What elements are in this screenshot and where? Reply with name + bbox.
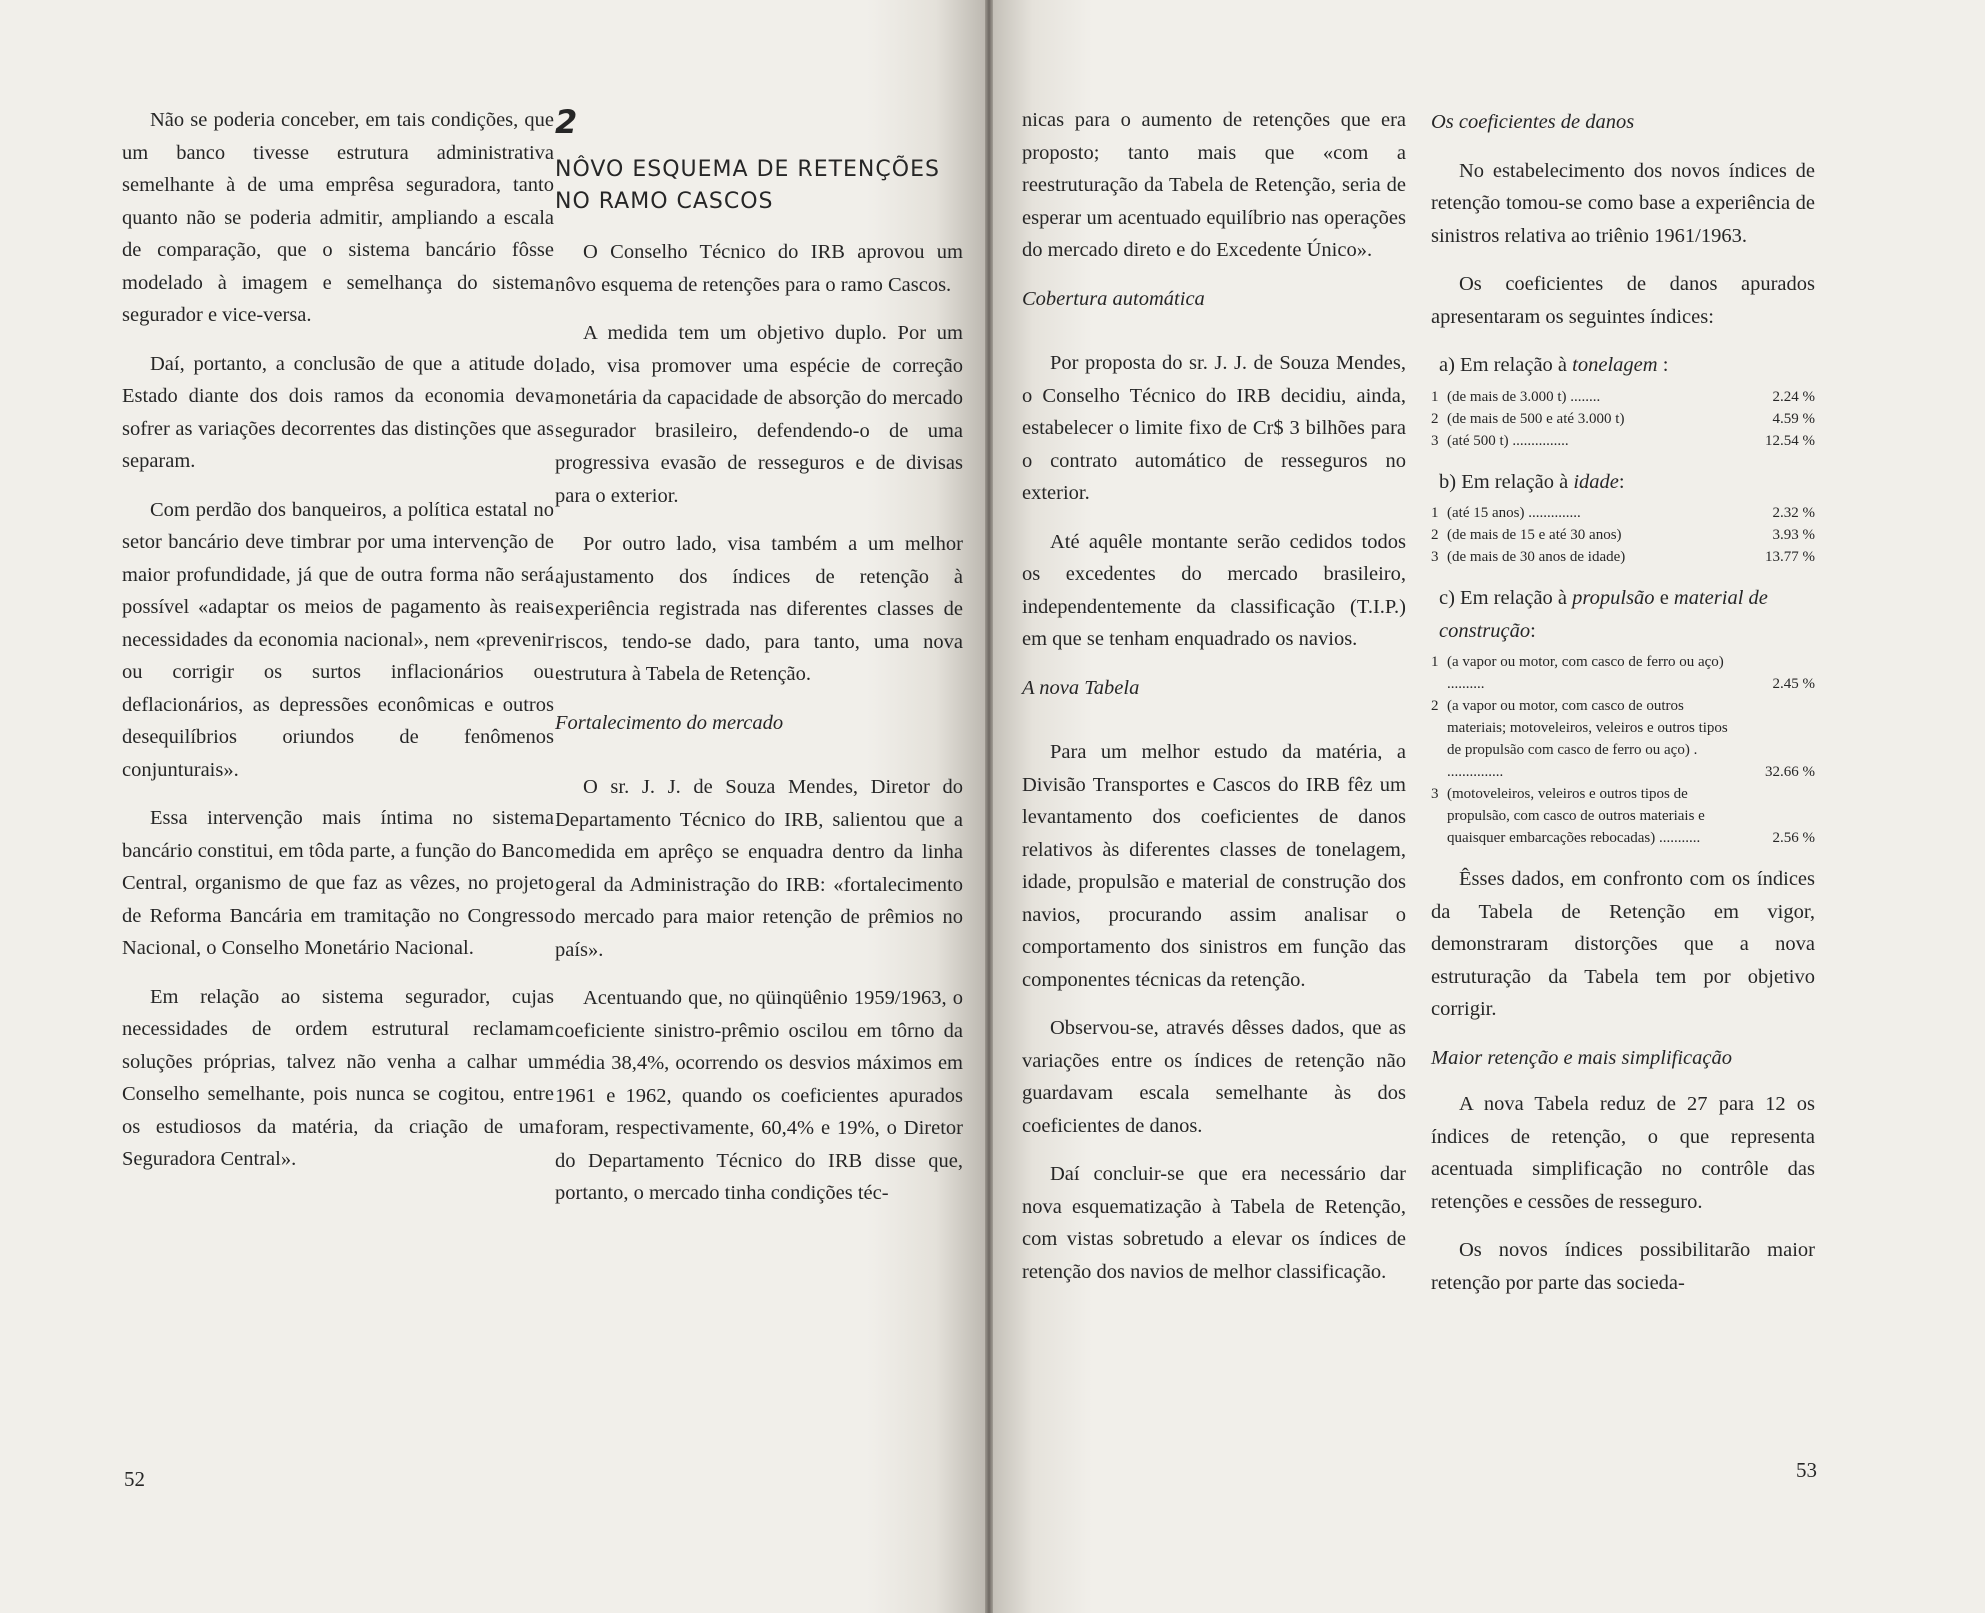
paragraph: Os novos índices possibilitarão maior retenção por parte das socieda- [1431,1239,1815,1294]
left-column [122,104,554,1192]
subheading: Maior retenção e mais simplificação [1431,1046,1732,1069]
coefficient-table [1431,386,1815,452]
paragraph: Em relação ao sistema segurador, cujas necessidades de ordem estrutural reclamam soluções próprias, talvez não venha a calhar um Conselho semelhante, pois nunca se cogitou, entre os estudiosos da matéria, da criação de uma Seguradora Central». [122,985,554,1170]
book-gutter [985,0,993,1613]
paragraph: Com perdão dos banqueiros, a política estatal no setor bancário deve timbrar por uma intervenção de maior profundidade, já que de outra forma não será possível «adaptar os meios de pagamento às reais necessidades da economia nacional», nem «prevenir ou corrigir os surtos inflacionários ou deflacionários, as depressões econômicas e outros desequilíbrios oriundos de fenômenos conjunturais». [122,498,554,781]
coefficient-group-propulsion [1431,582,1815,849]
group-label: b) Em relação à idade: [1439,470,1625,493]
coefficient-table [1431,651,1815,849]
paragraph: Essa intervenção mais íntima no sistema bancário constitui, em tôda parte, a função do Banco Central, organismo de que faz as vêzes, no projeto de Reforma Bancária em tramitação no Congresso Nacional, o Conselho Monetário Nacional. [122,807,554,959]
paragraph: nicas para o aumento de retenções que era proposto; tanto mais que «com a reestruturação da Tabela de Retenção, seria de esperar um acentuado equilíbrio nas operações do mercado direto e do Excedente Único». [1022,109,1406,261]
group-label: c) Em relação à propulsão e material de construção: [1439,587,1768,642]
paragraph: Por outro lado, visa também a um melhor ajustamento dos índices de retenção à experiência registrada nas diferentes classes de riscos, tendo-se dado, para tanto, uma nova estrutura à Tabela de Retenção. [555,533,963,685]
subheading: Cobertura automática [1022,287,1205,310]
paragraph: Êsses dados, em confronto com os índices da Tabela de Retenção em vigor, demonstraram distorções que a nova estruturação da Tabela tem por objetivo corrigir. [1431,868,1815,1020]
paragraph: Daí, portanto, a conclusão de que a atitude do Estado diante dos dois ramos da economia deva sofrer as variações decorrentes das distinções que as separam. [122,352,554,472]
table-row: 2 (de mais de 15 e até 30 anos) 3.93 % [1431,527,1815,543]
subheading: Fortalecimento do mercado [555,711,784,734]
left-column [1022,104,1406,1304]
paragraph: Por proposta do sr. J. J. de Souza Mendes, o Conselho Técnico do IRB decidiu, ainda, estabelecer o limite fixo de Cr$ 3 bilhões para o contrato automático de resseguros no exterior. [1022,352,1406,504]
paragraph: Para um melhor estudo da matéria, a Divisão Transportes e Cascos do IRB fêz um levantamento dos coeficientes de danos relativos às diferentes classes de tonelagem, idade, propulsão e material de construção dos navios, procurando assim analisar o comportamento dos sinistros em função das componentes técnicas da retenção. [1022,741,1406,991]
paragraph: No estabelecimento dos novos índices de retenção tomou-se como base a experiência de sinistros relativa ao triênio 1961/1963. [1431,159,1815,247]
group-label: a) Em relação à tonelagem : [1439,354,1669,376]
subheading: Os coeficientes de danos [1431,111,1635,133]
page-number: 52 [124,1467,145,1491]
article-heading: NÔVO ESQUEMA DE RETENÇÕES NO RAMO CASCOS [555,157,940,214]
paragraph: O Conselho Técnico do IRB aprovou um nôvo esquema de retenções para o ramo Cascos. [555,241,963,296]
table-row: 3 (de mais de 30 anos de idade) 13.77 % [1431,549,1815,565]
paragraph: Não se poderia conceber, em tais condições, que um banco tivesse estrutura administrativa semelhante à de uma emprêsa seguradora, tanto quanto não se poderia admitir, ampliando a escala de comparação, que o sistema bancário fôsse modelado à imagem e semelhança do sistema segurador e vice-versa. [122,109,554,326]
table-row: 2 (a vapor ou motor, com casco de outros materiais; motoveleiros, veleiros e outros tipos de propulsão com casco de ferro ou aço) . ............... 32.66 % [1431,698,1815,780]
right-page [993,0,1985,1613]
page-number: 53 [1796,1458,1817,1482]
right-column [555,104,963,1226]
paragraph: O sr. J. J. de Souza Mendes, Diretor do Departamento Técnico do IRB, salientou que a medida em aprêço se enquadra dentro da linha geral da Administração do IRB: «fortalecimento do mercado para maior retenção de prêmios no país». [555,776,963,961]
coefficient-group-age [1431,466,1815,569]
paragraph: Os coeficientes de danos apurados apresentaram os seguintes índices: [1431,273,1815,328]
table-row: 2 (de mais de 500 e até 3.000 t) 4.59 % [1431,410,1815,427]
table-row: 1 (a vapor ou motor, com casco de ferro ou aço) .......... 2.45 % [1431,654,1815,692]
paragraph: Até aquêle montante serão cedidos todos os excedentes do mercado brasileiro, independentemente da classificação (T.I.P.) em que se tenham enquadrado os navios. [1022,530,1406,650]
table-row: 1 (de mais de 3.000 t) ........ 2.24 % [1431,388,1815,405]
paragraph: Daí concluir-se que era necessário dar nova esquematização à Tabela de Retenção, com vistas sobretudo a elevar os índices de retenção dos navios de melhor classificação. [1022,1163,1406,1283]
right-column [1431,100,1815,1315]
table-row: 3 (motoveleiros, veleiros e outros tipos de propulsão, com casco de outros materiais e quaisquer embarcações rebocadas) ........... 2.56 % [1431,786,1815,846]
table-row: 1 (até 15 anos) .............. 2.32 % [1431,505,1815,521]
paragraph: A nova Tabela reduz de 27 para 12 os índices de retenção, o que representa acentuada simplificação no contrôle das retenções e cessões de resseguro. [1431,1093,1815,1213]
subheading: A nova Tabela [1022,676,1140,699]
coefficient-table [1431,502,1815,568]
section-number: 2 [555,103,578,141]
paragraph: Acentuando que, no qüinqüênio 1959/1963, o coeficiente sinistro-prêmio oscilou em tôrno da média 38,4%, ocorrendo os desvios máximos em 1961 e 1962, quando os coeficientes apurados foram, respectivamente, 60,4% e 19%, o Diretor do Departamento Técnico do IRB disse que, portanto, o mercado tinha condições téc- [555,987,963,1204]
paragraph: Observou-se, através dêsses dados, que as variações entre os índices de retenção não guardavam escala semelhante às dos coeficientes de danos. [1022,1017,1406,1137]
paragraph: A medida tem um objetivo duplo. Por um lado, visa promover uma espécie de correção monetária da capacidade de absorção do mercado segurador brasileiro, defendendo-o de uma progressiva evasão de resseguros e de divisas para o exterior. [555,322,963,507]
left-page [0,0,985,1613]
coefficient-group-tonnage [1431,349,1815,452]
table-row: 3 (até 500 t) ............... 12.54 % [1431,432,1815,449]
